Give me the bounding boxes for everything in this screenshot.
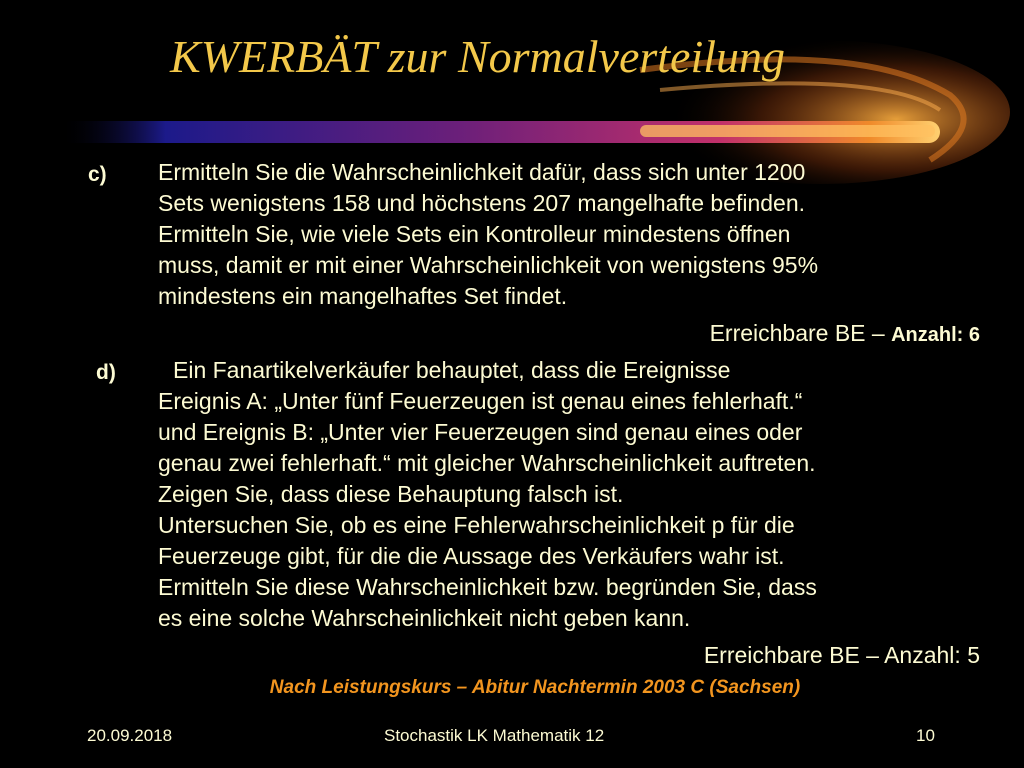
task-c-line: mindestens ein mangelhaftes Set findet. xyxy=(158,283,568,309)
task-c-line: Ermitteln Sie, wie viele Sets ein Kontrolleur mindestens öffnen xyxy=(158,221,791,247)
task-d-marker: d) xyxy=(96,361,116,384)
task-d-line: es eine solche Wahrscheinlichkeit nicht geben kann. xyxy=(158,605,691,631)
footer-date: 20.09.2018 xyxy=(87,726,173,745)
slide-title: KWERBÄT zur Normalverteilung xyxy=(170,31,786,82)
task-d-points: Erreichbare BE – Anzahl: 5 xyxy=(703,642,980,668)
task-d-line: Ermitteln Sie diese Wahrscheinlichkeit bzw. begründen Sie, dass xyxy=(158,574,817,600)
task-d-line: Zeigen Sie, dass diese Behauptung falsch ist. xyxy=(158,481,624,507)
task-c-marker: c) xyxy=(88,163,107,186)
task-c-line: Ermitteln Sie die Wahrscheinlichkeit dafür, dass sich unter 1200 xyxy=(158,159,806,185)
footer-title: Stochastik LK Mathematik 12 xyxy=(384,726,605,745)
task-d-line: genau zwei fehlerhaft.“ mit gleicher Wahrscheinlichkeit auftreten. xyxy=(158,450,816,476)
task-d-line: Feuerzeuge gibt, für die die Aussage des Verkäufers wahr ist. xyxy=(158,543,785,569)
task-c-line: muss, damit er mit einer Wahrscheinlichkeit von wenigstens 95% xyxy=(158,252,819,278)
task-c-points-label: Erreichbare BE – xyxy=(709,320,892,346)
page-number: 10 xyxy=(916,726,935,745)
task-c-points-count: Anzahl: 6 xyxy=(891,324,980,346)
source-note: Nach Leistungskurs – Abitur Nachtermin 2003 C (Sachsen) xyxy=(269,677,801,698)
task-d-line: und Ereignis B: „Unter vier Feuerzeugen sind genau eines oder xyxy=(158,419,803,445)
task-d-line: Untersuchen Sie, ob es eine Fehlerwahrscheinlichkeit p für die xyxy=(158,512,795,538)
task-c-line: Sets wenigstens 158 und höchstens 207 mangelhafte befinden. xyxy=(158,190,806,216)
task-c-points xyxy=(710,318,980,351)
task-d-line: Ereignis A: „Unter fünf Feuerzeugen ist genau eines fehlerhaft.“ xyxy=(158,388,803,414)
task-d-line: Ein Fanartikelverkäufer behauptet, dass die Ereignisse xyxy=(173,357,731,383)
